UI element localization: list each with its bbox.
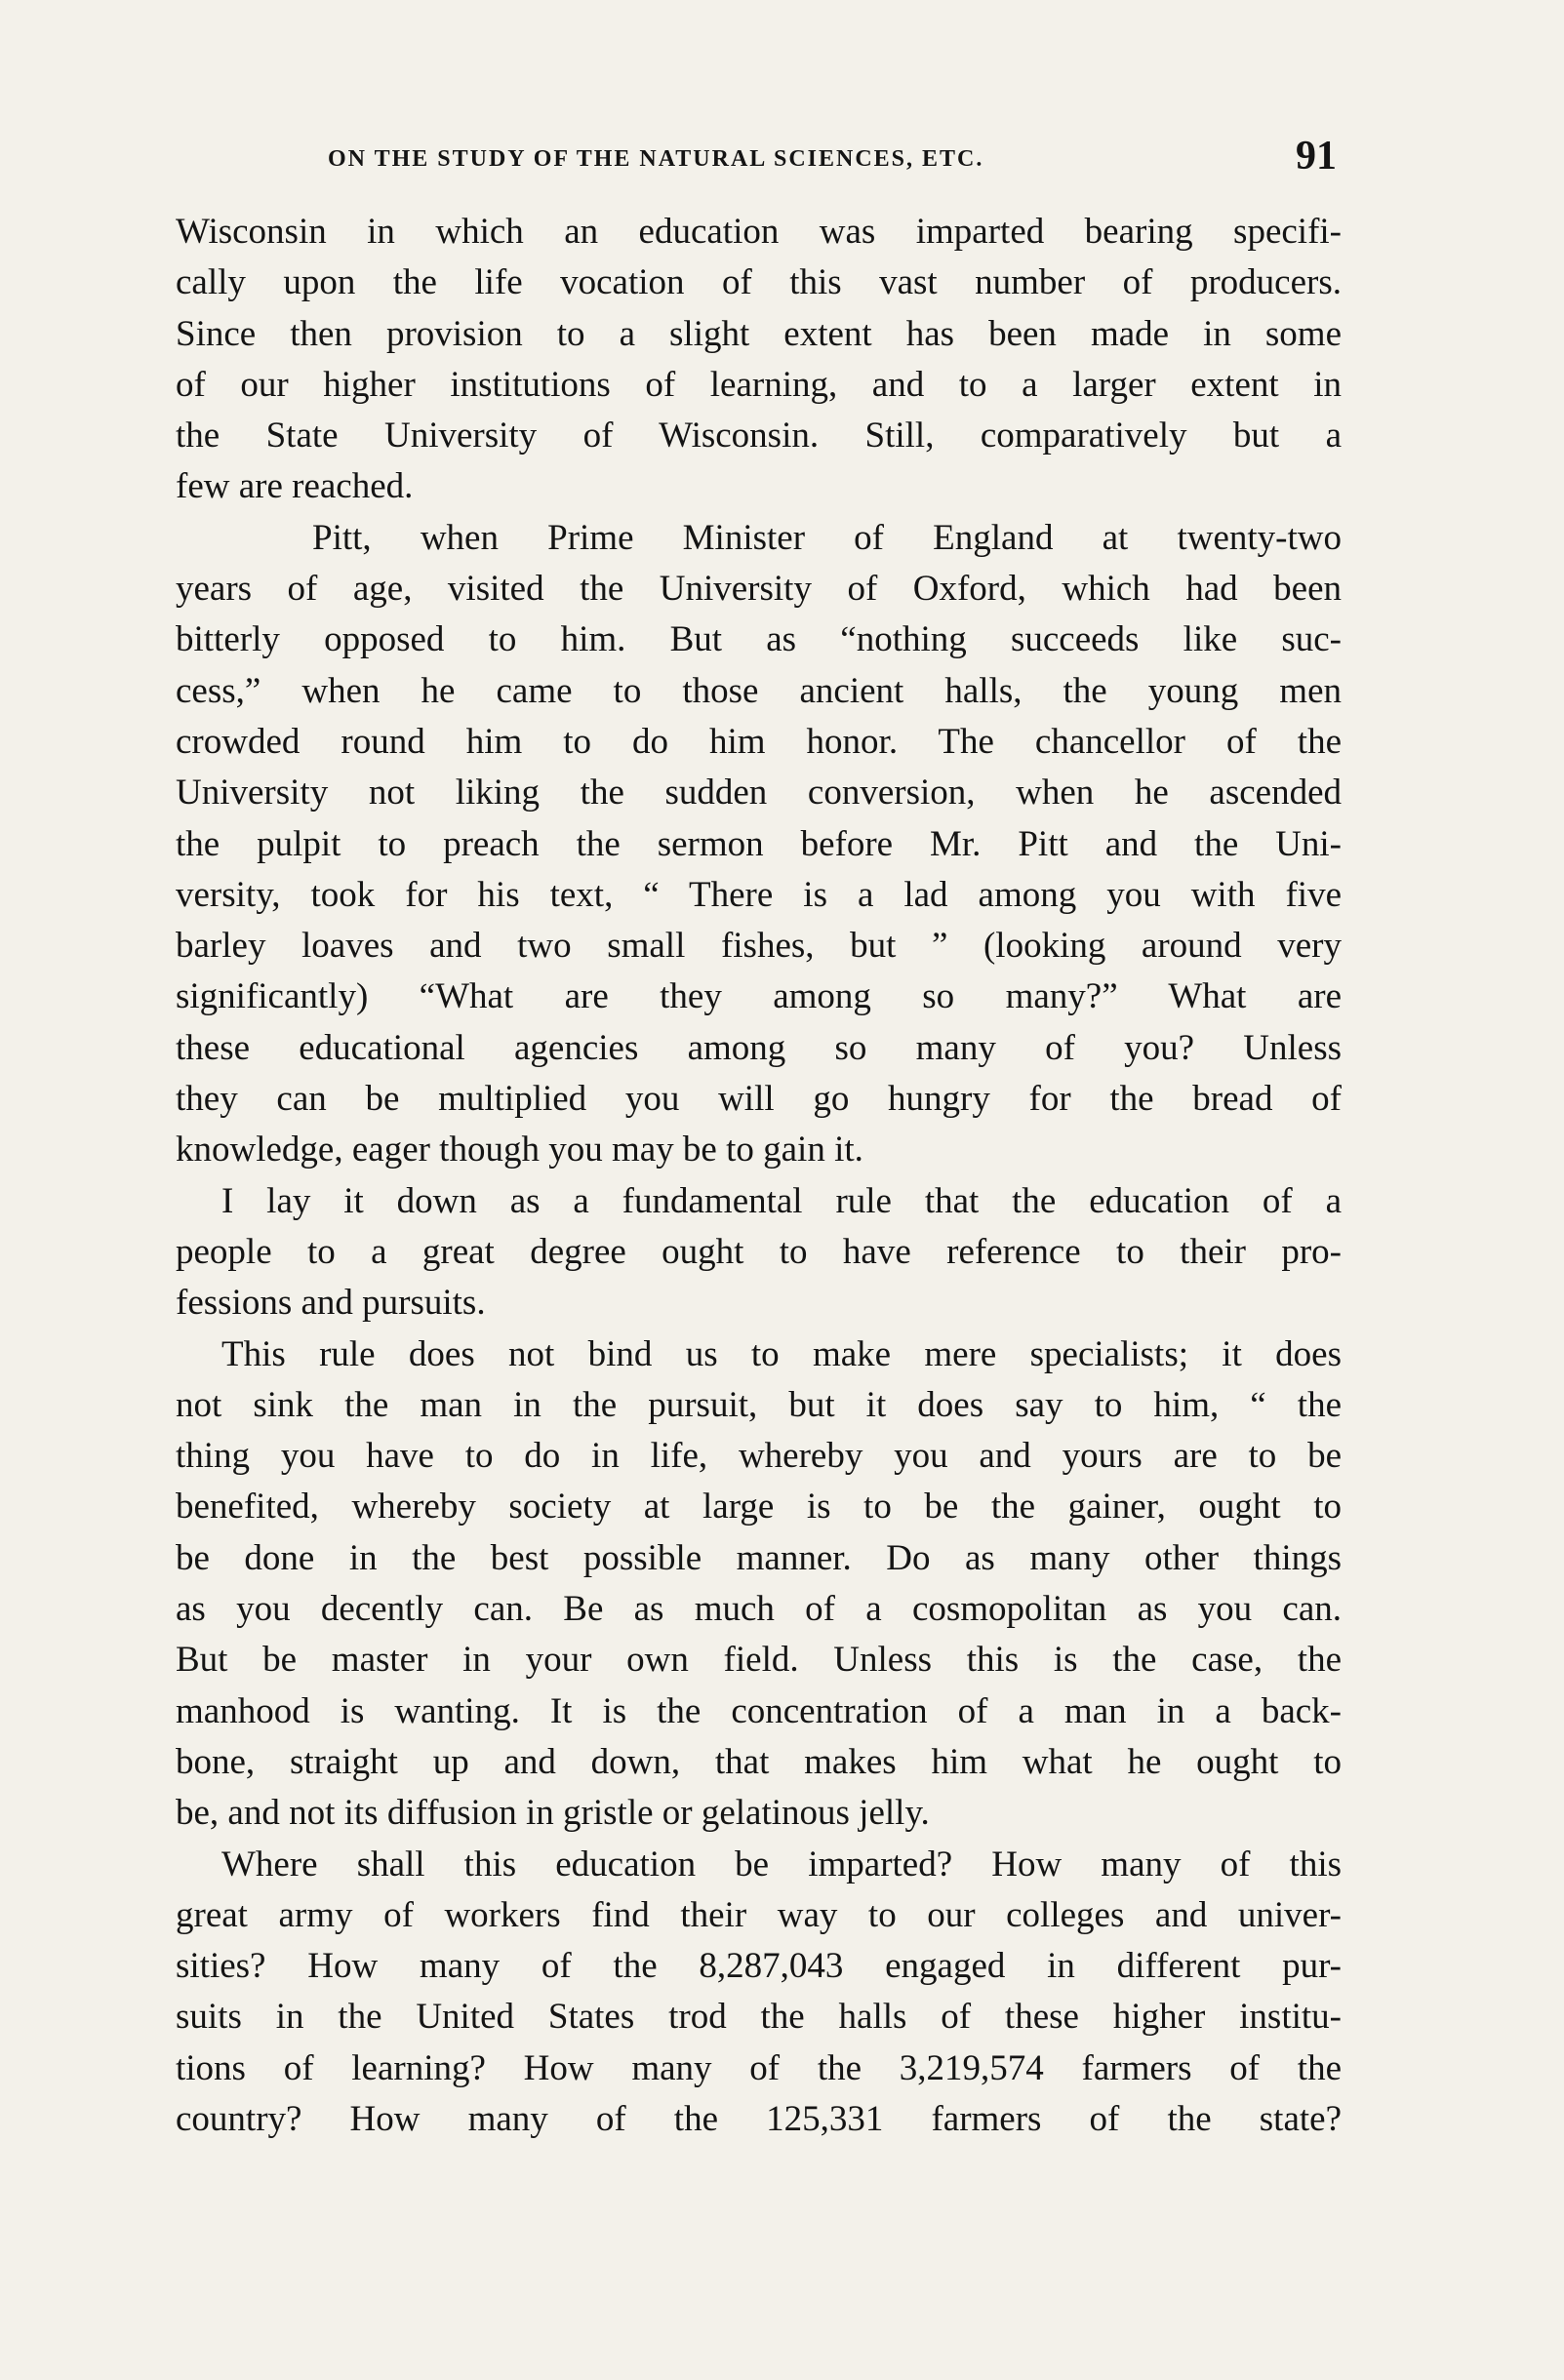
body-text bbox=[176, 207, 1342, 2145]
page-header bbox=[293, 133, 1337, 191]
text-line: as you decently can. Be as much of a cosmopolitan as you can. bbox=[176, 1589, 1342, 1630]
page-number: 91 bbox=[1296, 134, 1337, 178]
text-line: thing you have to do in life, whereby you and yours are to be bbox=[176, 1436, 1342, 1477]
text-line: great army of workers find their way to our colleges and univer- bbox=[176, 1894, 1342, 1935]
text-line: bitterly opposed to him. But as “nothing succeeds like suc- bbox=[176, 619, 1342, 660]
text-line: bone, straight up and down, that makes him what he ought to bbox=[176, 1741, 1342, 1782]
text-line: versity, took for his text, “ There is a lad among you with five bbox=[176, 874, 1342, 915]
text-line: crowded round him to do him honor. The chancellor of the bbox=[176, 721, 1342, 762]
paragraph-3 bbox=[176, 1176, 1342, 1329]
text-line: University not liking the sudden conversion, when he ascended bbox=[176, 773, 1342, 813]
text-line: be done in the best possible manner. Do as many other things bbox=[176, 1537, 1342, 1578]
text-line: But be master in your own field. Unless this is the case, the bbox=[176, 1640, 1342, 1681]
paragraph-2 bbox=[176, 513, 1342, 1176]
paragraph-5 bbox=[176, 1840, 1342, 2146]
text-line: Since then provision to a slight extent has been made in some bbox=[176, 313, 1342, 354]
text-line: I lay it down as a fundamental rule that the education of a bbox=[221, 1180, 1342, 1221]
text-line: knowledge, eager though you may be to gain it. bbox=[176, 1130, 863, 1170]
paragraph-4 bbox=[176, 1329, 1342, 1840]
text-line: the State University of Wisconsin. Still, comparatively but a bbox=[176, 416, 1342, 456]
text-line: sities? How many of the 8,287,043 engaged in different pur- bbox=[176, 1946, 1342, 1987]
text-line: barley loaves and two small fishes, but ” (looking around very bbox=[176, 926, 1342, 967]
text-line: country? How many of the 125,331 farmers of the state? bbox=[176, 2098, 1342, 2139]
text-line: significantly) “What are they among so many?” What are bbox=[176, 976, 1342, 1017]
text-line: tions of learning? How many of the 3,219,574 farmers of the bbox=[176, 2047, 1342, 2088]
paragraph-1 bbox=[176, 207, 1342, 513]
text-line: not sink the man in the pursuit, but it does say to him, “ the bbox=[176, 1384, 1342, 1425]
text-line: suits in the United States trod the halls of these higher institu- bbox=[176, 1997, 1342, 2038]
text-line: Pitt, when Prime Minister of England at twenty-two bbox=[312, 517, 1342, 558]
text-line: cess,” when he came to those ancient halls, the young men bbox=[176, 670, 1342, 711]
text-line: people to a great degree ought to have reference to their pro- bbox=[176, 1231, 1342, 1272]
text-line: these educational agencies among so many of you? Unless bbox=[176, 1027, 1342, 1068]
text-line: Where shall this education be imparted? How many of this bbox=[221, 1844, 1342, 1884]
text-line: This rule does not bind us to make mere specialists; it does bbox=[221, 1333, 1342, 1374]
text-line: the pulpit to preach the sermon before Mr. Pitt and the Uni- bbox=[176, 823, 1342, 864]
text-line: cally upon the life vocation of this vast number of producers. bbox=[176, 262, 1342, 303]
text-line: fessions and pursuits. bbox=[176, 1283, 486, 1324]
text-line: of our higher institutions of learning, and to a larger extent in bbox=[176, 364, 1342, 405]
text-line: Wisconsin in which an education was imparted bearing specifi- bbox=[176, 212, 1342, 252]
text-line: be, and not its diffusion in gristle or gelatinous jelly. bbox=[176, 1793, 930, 1834]
text-line: few are reached. bbox=[176, 466, 414, 507]
text-line: they can be multiplied you will go hungry for the bread of bbox=[176, 1079, 1342, 1120]
text-line: benefited, whereby society at large is to be the gainer, ought to bbox=[176, 1487, 1342, 1527]
text-line: years of age, visited the University of Oxford, which had been bbox=[176, 569, 1342, 610]
text-line: manhood is wanting. It is the concentration of a man in a back- bbox=[176, 1690, 1342, 1731]
running-title: ON THE STUDY OF THE NATURAL SCIENCES, ETC. bbox=[328, 146, 984, 172]
